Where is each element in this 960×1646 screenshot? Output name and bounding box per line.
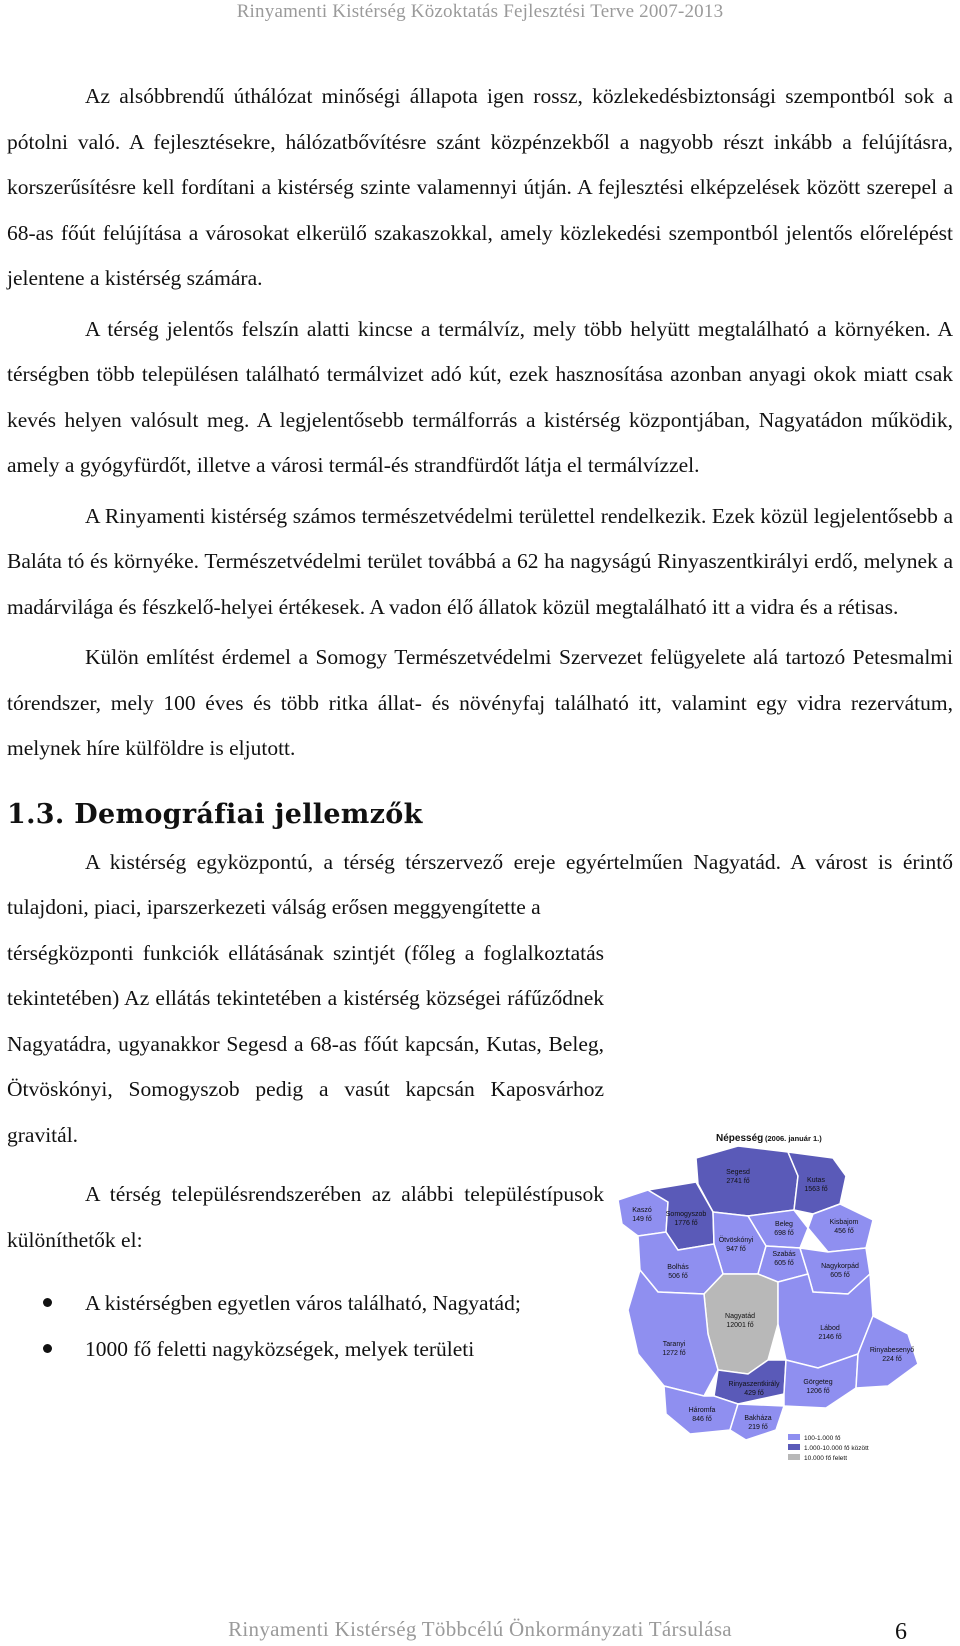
legend-swatch <box>788 1444 800 1450</box>
map-label-population: 2741 fő <box>726 1178 750 1185</box>
map-label-name: Lábod <box>820 1325 840 1332</box>
map-label-population: 429 fő <box>744 1390 764 1397</box>
map-label-name: Nagykorpád <box>821 1263 859 1270</box>
map-label-name: Kisbajom <box>829 1219 859 1226</box>
map-label-population: 605 fő <box>830 1272 850 1279</box>
map-title: Népesség <box>716 1133 764 1144</box>
legend-label: 100-1.000 fő <box>804 1435 841 1442</box>
list-item <box>7 1327 604 1373</box>
map-regions <box>618 1146 918 1440</box>
page-number: 6 <box>895 1619 907 1645</box>
map-label-name: Háromfa <box>688 1407 716 1414</box>
paragraph-thermal: A térség jelentős felszín alatti kincse a termálvíz, mely több helyütt megtalálható a környéken. A térségben több településen található termálvizet adó kút, ezek hasznosítása azonban anyagi okok miatt csak kevés helyen valósult meg. A legjelentősebb termálforrás a kistérség központjában, Nagyatádon működik, amely a gyógyfürdőt, illetve a városi termál-és strandfürdőt látja el termálvízzel. <box>7 316 953 477</box>
paragraph-roads: Az alsóbbrendű úthálózat minőségi állapota igen rossz, közlekedésbiztonsági szempontból sok a pótolni való. A fejlesztésekre, hálózatbővítésre szánt közpénzekből a nagyobb részt inkább a felújításra, korszerűsítésre kell fordítani a kistérség szinte valamennyi útján. A fejlesztési elképzelések között szerepel a 68-as főút felújítása a városokat elkerülő szakaszokkal, amely közlekedési szempontból jelentős előrelépést jelentene a kistérség számára. <box>7 84 953 290</box>
population-map-svg <box>618 1124 958 1526</box>
section-heading: 1.3. Demográfiai jellemzők <box>7 798 423 830</box>
paragraph-nature: A Rinyamenti kistérség számos természetvédelmi területtel rendelkezik. Ezek közül legjelentősebb a Baláta tó és környéke. Természetvédelmi terület továbbá a 62 ha nagyságú Rinyaszentkirályi erdő, melynek a madárvilága és fészkelő-helyei értékesek. A vadon élő állatok közül megtalálható itt a vidra és a rétisas. <box>7 503 953 619</box>
list-item <box>7 1281 604 1327</box>
section-intro: A kistérség egyközpontú, a térség térszervező ereje egyértelműen Nagyatád. A várost is érintő tulajdoni, piaci, iparszerkezeti válság erősen meggyengítette a <box>7 849 953 919</box>
paragraph-petesmalmi: Külön említést érdemel a Somogy Természetvédelmi Szervezet felügyelete alá tartozó Petesmalmi tórendszer, mely 100 éves és több ritka állat- és növényfaj található itt, valamint egy vidra rezervátum, melynek híre külföldre is eljutott. <box>7 645 953 760</box>
map-label-name: Szabás <box>772 1251 796 1258</box>
map-label-population: 219 fő <box>748 1424 768 1431</box>
map-label-population: 1206 fő <box>806 1388 830 1395</box>
settlement-type-list <box>7 1281 604 1372</box>
map-label-name: Ötvöskónyi <box>718 1237 754 1244</box>
region-bakhaza <box>730 1404 784 1440</box>
map-label-name: Somogyszob <box>665 1211 707 1218</box>
column-paragraph-1: térségközponti funkciók ellátásának szintjét (főleg a foglalkoztatás tekintetében) Az ellátás tekintetében a kistérség községei ráfűződnek Nagyatádra, ugyanakkor Segesd a 68-as főút kapcsán, Kutas, Beleg, Ötvöskónyi, Somogyszob pedig a vasút kapcsán Kaposvárhoz gravitál. <box>7 940 604 1147</box>
map-label-population: 947 fő <box>726 1246 746 1253</box>
map-label-name: Rinyabesenyő <box>869 1347 915 1354</box>
map-label-name: Rinyaszentkirály <box>728 1381 780 1388</box>
map-label-name: Nagyatád <box>725 1313 755 1320</box>
map-label-population: 1272 fő <box>662 1350 686 1357</box>
map-title-note: (2006. január 1.) <box>765 1134 822 1143</box>
page-header: Rinyamenti Kistérség Közoktatás Fejlesztési Terve 2007-2013 <box>236 1 724 22</box>
map-label-name: Beleg <box>775 1221 793 1228</box>
map-label-population: 149 fő <box>632 1216 652 1223</box>
page-footer <box>0 1617 960 1643</box>
legend-swatch <box>788 1434 800 1440</box>
map-label-population: 1776 fő <box>674 1220 698 1227</box>
legend-label: 10.000 fő felett <box>804 1455 848 1462</box>
bullet-icon <box>43 1298 52 1307</box>
map-label-name: Kutas <box>807 1177 825 1184</box>
map-label-population: 698 fő <box>774 1230 794 1237</box>
map-label-name: Kaszó <box>632 1207 652 1214</box>
map-label-population: 456 fő <box>834 1228 854 1235</box>
map-label-name: Taranyi <box>662 1341 686 1348</box>
map-label-population: 846 fő <box>692 1416 712 1423</box>
list-item-text: 1000 fő feletti nagyközségek, melyek területi <box>85 1336 475 1361</box>
map-legend <box>788 1434 869 1462</box>
legend-label: 1.000-10.000 fő között <box>804 1445 869 1452</box>
population-map <box>618 1124 958 1526</box>
map-label-name: Bolhás <box>667 1264 689 1271</box>
list-item-text: A kistérségben egyetlen város található, Nagyatád; <box>85 1291 521 1315</box>
map-label-population: 12001 fő <box>726 1322 754 1329</box>
column-paragraph-2: A térség településrendszerében az alábbi településtípusok különíthetők el: <box>7 1182 604 1252</box>
bullet-icon <box>43 1344 52 1353</box>
footer-text: Rinyamenti Kistérség Többcélú Önkormányzati Társulása <box>228 1617 732 1641</box>
map-label-name: Segesd <box>726 1169 750 1176</box>
text-column <box>7 931 604 1373</box>
map-label-population: 605 fő <box>774 1260 794 1267</box>
map-label-name: Görgeteg <box>803 1379 833 1386</box>
map-label-population: 1563 fő <box>804 1186 828 1193</box>
map-label-population: 506 fő <box>668 1273 688 1280</box>
map-label-population: 224 fő <box>882 1356 902 1363</box>
map-label-population: 2146 fő <box>818 1334 842 1341</box>
map-label-name: Bakháza <box>744 1415 772 1422</box>
legend-swatch <box>788 1454 800 1460</box>
